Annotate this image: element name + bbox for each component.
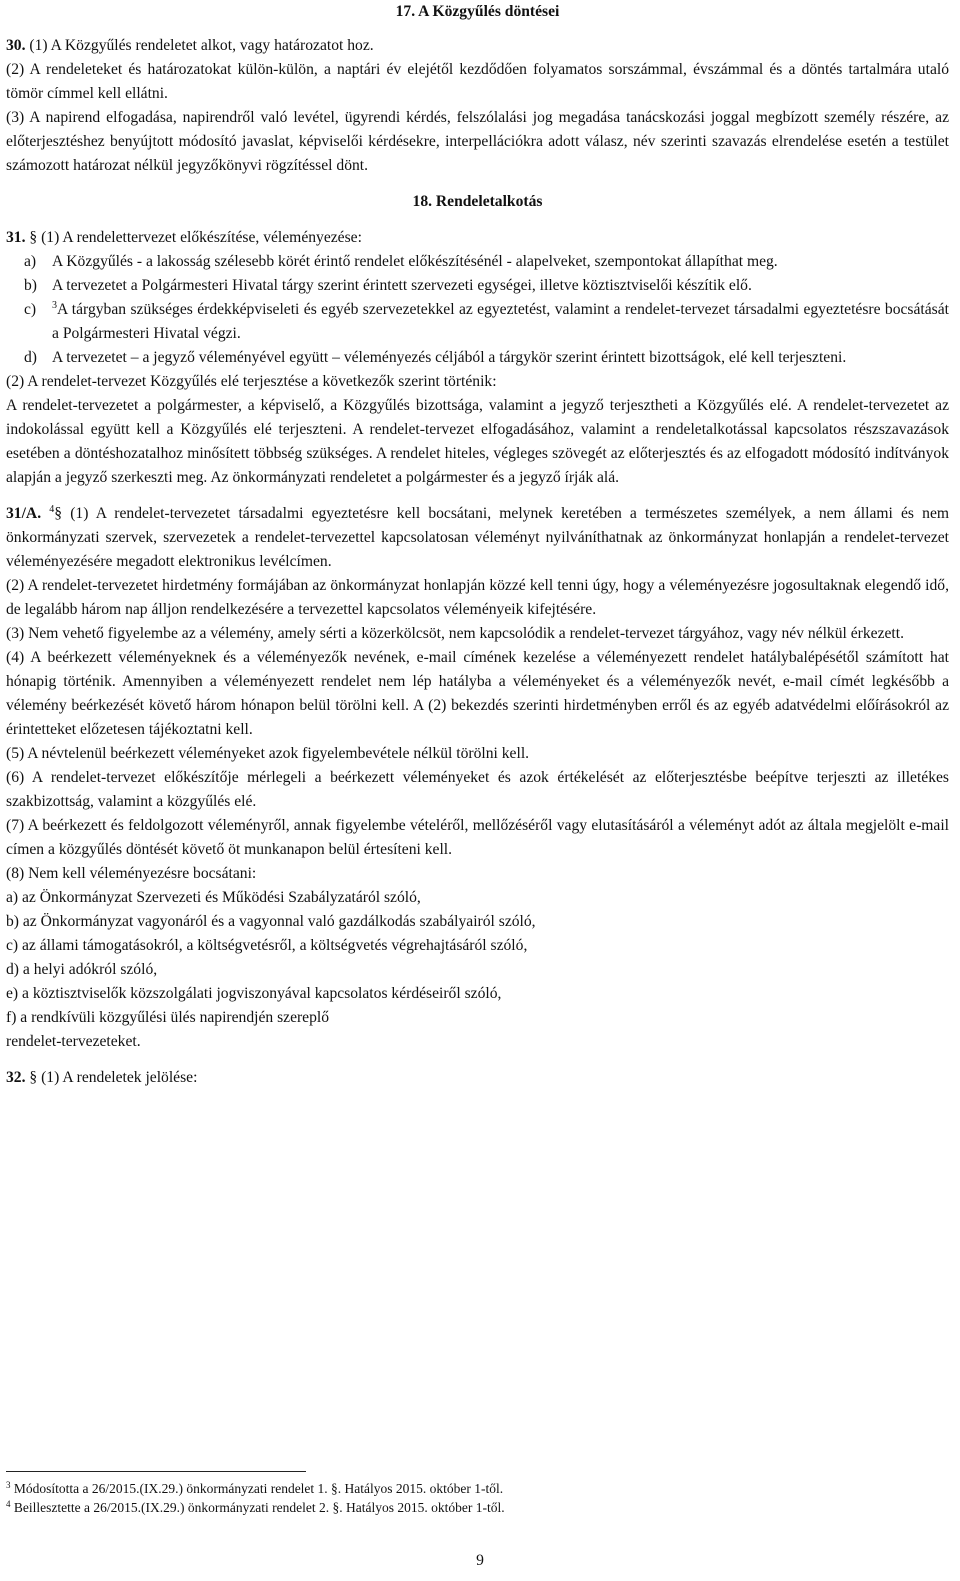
- s31a-p7: (7) A beérkezett és feldolgozott véleményről, annak figyelembe vételéről, mellőzéséről vagy elutasításáról a véleményt adót az általa megjelölt e-mail címen a közgyűlés döntését követő öt munkanapon belül értesíteni kell.: [6, 817, 949, 858]
- s30-p2: (2) A rendeleteket és határozatokat külön-külön, a naptári év elejétől kezdődően folyamatos sorszámmal, évszámmal és a döntés tartalmára utaló tömör címmel kell ellátni.: [6, 61, 949, 102]
- s30-number: 30.: [6, 37, 26, 54]
- s30-p1: [6, 34, 949, 58]
- s31-sign: §: [29, 229, 38, 246]
- s31a-p6: (6) A rendelet-tervezet előkészítője mérlegeli a beérkezett véleményeket és azok értékelését az előterjesztésbe beépítve terjeszti az illetékes szakbizottság, valamint a közgyűlés elé.: [6, 769, 949, 810]
- item-text: A tárgyban szükséges érdekképviseleti és egyéb szervezetekkel az egyeztetést, valamint a rendelet-tervezet társadalmi egyeztetésre bocsátását a Polgármesteri Hivatal végzi.: [52, 301, 949, 342]
- s31a-list-c: c) az állami támogatásokról, a költségvetésről, a költségvetés végrehajtásáról szóló,: [6, 937, 528, 954]
- s31-p1: [6, 226, 949, 250]
- s30-p3: (3) A napirend elfogadása, napirendről való levétel, ügyrendi kérdés, felszólalási jog megadása tanácskozási joggal megbízott személy részére, az előterjesztéshez benyújtott módosító javaslat, képviselői kérdésekre, interpellációkra adott válasz, név szerinti szavazás elrendelése esetén a testület számozott határozat nélkül jegyzőkönyvi rögzítéssel dönt.: [6, 109, 949, 174]
- s32-number: 32.: [6, 1069, 26, 1086]
- s31a-p8: (8) Nem kell véleményezésre bocsátani:: [6, 865, 257, 882]
- heading-18: 18. Rendeletalkotás: [412, 193, 543, 210]
- s31-item-b: [6, 274, 949, 298]
- s31a-tail: rendelet-tervezeteket.: [6, 1033, 141, 1050]
- s32-p1-text: (1) A rendeletek jelölése:: [41, 1069, 198, 1086]
- footnote-ref-4: 4: [49, 504, 55, 515]
- s31-number: 31.: [6, 229, 26, 246]
- footnote-text: Módosította a 26/2015.(IX.29.) önkormányzati rendelet 1. §. Hatályos 2015. október 1-től.: [13, 1481, 504, 1496]
- s32-sign: §: [29, 1069, 38, 1086]
- s30-p1-text: (1) A Közgyűlés rendeletet alkot, vagy határozatot hoz.: [29, 37, 374, 54]
- s31a-p5: (5) A névtelenül beérkezett véleményeket azok figyelembevétele nélkül törölni kell.: [6, 745, 530, 762]
- s31a-p4: (4) A beérkezett véleményeknek és a véleményezők nevének, e-mail címének kezelése a véleményezett rendelet hatálybalépésétől számított hat hónapig történik. Amennyiben a véleményezett rendelet nem lép hatályba a véleményeket és a véleményezők nevét, e-mail címét legkésőbb a vélemény beérkezését követő három hónapon belül törölni kell. A (2) bekezdés szerinti hirdetményben erről és az egyéb adatvédelmi előírásokról az érintetteket előzetesen tájékoztatni kell.: [6, 649, 949, 738]
- s31a-p2: (2) A rendelet-tervezetet hirdetmény formájában az önkormányzat honlapján közzé kell tenni úgy, hogy a véleményezésre jogosultaknak elegendő idő, de legalább három nap álljon rendelkezésére a tervezettel kapcsolatos véleményeik kifejtésére.: [6, 577, 949, 618]
- item-text: A tervezetet a Polgármesteri Hivatal tárgy szerint érintett szervezeti egységei, illetve köztisztviselői készítik elő.: [52, 277, 752, 294]
- footnote-ref-3: 3: [52, 300, 57, 311]
- s31-item-d: [6, 346, 949, 370]
- footnote-number: 3: [6, 1480, 11, 1490]
- item-text-wrap: [52, 298, 949, 346]
- s31a-p1-text: (1) A rendelet-tervezetet társadalmi egyeztetésre kell bocsátani, melynek keretében a természetes személyek, a nem állami és nem önkormányzati szervek, szervezetek a rendelet-tervezettel kapcsolatosan véleményt nyilváníthatnak az önkormányzat honlapján a rendelet-tervezet véleményezésére megadott elektronikus levélcímen.: [6, 505, 949, 570]
- s31-p2: (2) A rendelet-tervezet Közgyűlés elé terjesztése a következők szerint történik:: [6, 373, 497, 390]
- item-label: b): [24, 277, 37, 294]
- item-text: A Közgyűlés - a lakosság szélesebb körét érintő rendelet előkészítésénél - alapelveket, szempontokat állapíthat meg.: [52, 253, 778, 270]
- s31-item-c: [6, 298, 949, 346]
- s31-p1-text: (1) A rendelettervezet előkészítése, véleményezése:: [41, 229, 362, 246]
- s31a-list-f: f) a rendkívüli közgyűlési ülés napirendjén szereplő: [6, 1009, 330, 1026]
- footnote-number: 4: [6, 1499, 11, 1509]
- s32-p1: [6, 1066, 949, 1090]
- footnote-3: [6, 1480, 503, 1498]
- s31a-list-d: d) a helyi adókról szóló,: [6, 961, 158, 978]
- item-text: A tervezetet – a jegyző véleményével együtt – véleményezés céljából a tárgykör szerint érintett bizottságok, elé kell terjeszteni.: [52, 349, 847, 366]
- s31a-list-e: e) a köztisztviselők közszolgálati jogviszonyával kapcsolatos kérdéseiről szóló,: [6, 985, 502, 1002]
- item-label: a): [24, 253, 37, 270]
- s31-item-a: [6, 250, 949, 274]
- footnote-text: Beillesztette a 26/2015.(IX.29.) önkormányzati rendelet 2. §. Hatályos 2015. október 1-től.: [13, 1500, 505, 1515]
- footnote-4: [6, 1499, 505, 1517]
- s31a-p3: (3) Nem vehető figyelembe az a vélemény, amely sérti a közerkölcsöt, nem kapcsolódik a rendelet-tervezet tárgyához, vagy név nélkül érkezett.: [6, 625, 904, 642]
- footnote-separator: [6, 1471, 306, 1472]
- s31a-list-b: b) az Önkormányzat vagyonáról és a vagyonnal való gazdálkodás szabályairól szóló,: [6, 913, 536, 930]
- s31-p2-body: A rendelet-tervezetet a polgármester, a képviselő, a Közgyűlés bizottsága, valamint a jegyző terjesztheti a Közgyűlés elé. A rendelet-tervezetet az indokolással együtt kell a Közgyűlés elé terjeszteni. A rendelet-tervezet elfogadásához, valamint a rendeletalkotással kapcsolatos részszavazások esetében a döntéshozatalhoz minősített többség szükséges. A rendelet hiteles, végleges szövegét az előterjesztés és az elfogadott módosító indítványok alapján a jegyző szerkeszti meg. Az önkormányzati rendeletet a polgármester és a jegyző írják alá.: [6, 397, 949, 486]
- s31a-p1: [6, 502, 949, 574]
- s31a-list-a: a) az Önkormányzat Szervezeti és Működési Szabályzatáról szóló,: [6, 889, 421, 906]
- item-label: c): [24, 301, 37, 318]
- s31a-number: 31/A.: [6, 505, 42, 522]
- document-page: [6, 0, 949, 1090]
- page-number: 9: [476, 1552, 484, 1569]
- heading-17: 17. A Közgyűlés döntései: [395, 3, 560, 20]
- s31a-sign: §: [54, 505, 63, 522]
- item-label: d): [24, 349, 37, 366]
